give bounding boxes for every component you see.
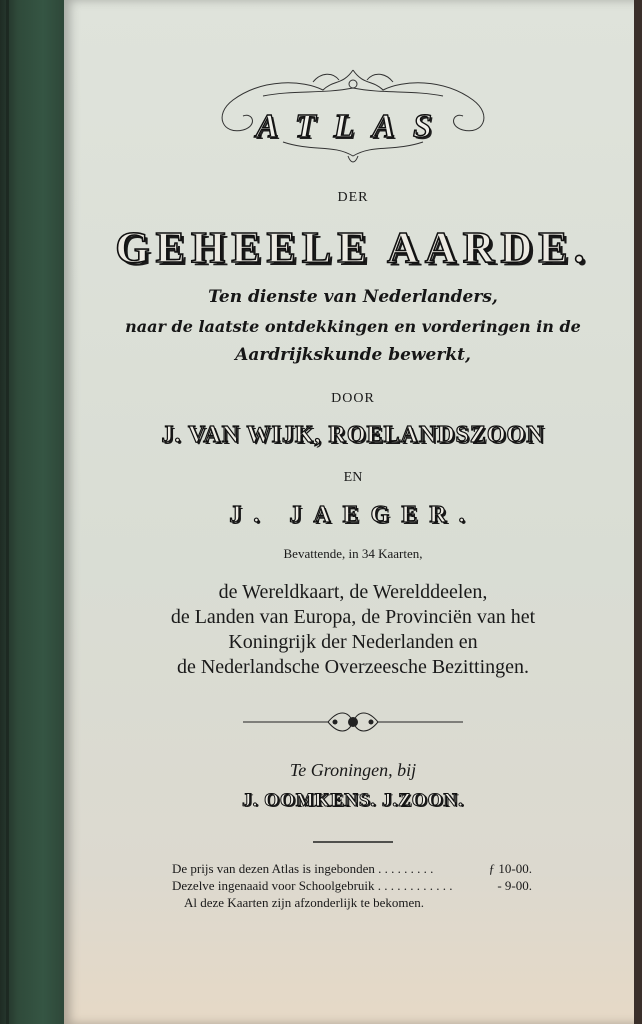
divider-ornament-icon [233,706,473,738]
book-spine [0,0,72,1024]
main-title: GEHEELE AARDE. [115,223,591,272]
author-jaeger: J. JAEGER. [229,502,477,528]
subtitle-line-1: Ten dienste van Nederlanders, [208,287,498,307]
price-bound [172,860,532,877]
price-stitched-text: Dezelve ingenaaid voor Schoolgebruik . . . . . . . . . . . . [172,878,453,893]
price-note: Al deze Kaarten zijn afzonderlijk te bekomen. [184,895,425,910]
door-text: DOOR [331,391,375,406]
rule-line-icon [313,839,393,845]
der-text: DER [337,190,369,205]
book-edge [634,0,642,1024]
description-line-1: de Wereldkaart, de Werelddeelen, [218,581,488,603]
short-rule [64,832,642,850]
price-bound-amount: ƒ 10-00. [488,861,532,876]
title-page [64,0,642,1024]
price-stitched-amount: - 9-00. [497,878,532,893]
atlas-heading: ATLAS [256,108,450,145]
contains-text: Bevattende, in 34 Kaarten, [283,546,423,561]
publisher: J. OOMKENS. J.ZOON. [242,790,464,811]
en-text: EN [343,470,363,485]
subtitle-line-2: naar de laatste ontdekkingen en vorderingen in de [125,317,581,336]
price-bound-text: De prijs van dezen Atlas is ingebonden . . . . . . . . . [172,861,434,876]
description-line-4: de Nederlandsche Overzeesche Bezittingen. [176,656,530,678]
description-line-2: de Landen van Europa, de Provinciën van het [170,606,536,628]
subtitle-line-3: Aardrijkskunde bewerkt, [235,345,471,365]
spine-edge [6,0,9,1024]
description-line-3: Koningrijk der Nederlanden en [228,631,478,653]
author-van-wijk: J. VAN WIJK, ROELANDSZOON [161,422,545,448]
ornamental-divider [64,706,642,743]
place-text: Te Groningen, bij [289,760,417,780]
price-stitched [172,877,532,894]
